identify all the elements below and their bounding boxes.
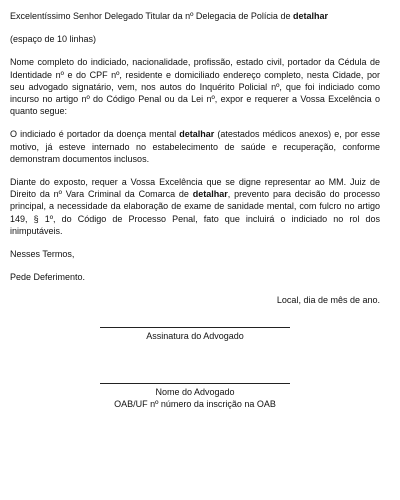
request-paragraph xyxy=(10,176,380,237)
request-bold-placeholder: detalhar xyxy=(192,189,228,200)
illness-bold-placeholder: detalhar xyxy=(179,129,215,140)
illness-paragraph xyxy=(10,128,380,165)
request-text-after: , prevento para decisão do processo principal, a necessidade da elaboração de exame de sanidade mental, com fulcro no artigo 149, § 1º, do Código de Processo Penal, fato que incluirá o indiciado no rol dos inimputáveis. xyxy=(10,189,380,236)
lawyer-signature-block xyxy=(100,327,290,342)
petition-document xyxy=(10,10,380,307)
lawyer-name-block xyxy=(100,383,290,410)
lawyer-name-label: Nome do Advogado xyxy=(155,387,235,397)
oab-registration-label: OAB/UF nº número da inscrição na OAB xyxy=(114,399,276,410)
closing-terms: Nesses Termos, xyxy=(10,249,75,260)
qualification-paragraph: Nome completo do indiciado, nacionalidade, profissão, estado civil, portador da Cédula de Identidade nº e do CPF nº, residente e domiciliado endereço completo, nesta Cidade, por seu advogado signatário, vem, nos autos do Inquérito Policial nº, que foi indiciado como incurso no artigo nº do Código Penal ou da Lei nº, expor e requerer a Vossa Excelência o quanto segue: xyxy=(10,57,380,117)
name-signature-line xyxy=(100,383,290,384)
illness-text-after: (atestados médicos anexos) e, por esse motivo, já esteve internado no estabelecimento de saúde e recuperação, conforme demonstram documentos inclusos. xyxy=(10,129,380,164)
illness-text-before: O indiciado é portador da doença mental xyxy=(10,129,177,140)
place-date-line: Local, dia de mês de ano. xyxy=(276,295,380,306)
closing-request: Pede Deferimento. xyxy=(10,272,86,283)
heading-text: Excelentíssimo Senhor Delegado Titular da nº Delegacia de Polícia de xyxy=(10,11,291,21)
request-text-before: Diante do exposto, requer a Vossa Excelência que se digne representar ao MM. Juiz de Direito da nº Vara Criminal da Comarca de xyxy=(10,177,380,200)
spacing-note: (espaço de 10 linhas) xyxy=(10,34,97,45)
signature-line xyxy=(100,327,290,328)
heading-bold-placeholder: detalhar xyxy=(292,11,328,21)
signature-label: Assinatura do Advogado xyxy=(146,331,244,341)
addressee-heading xyxy=(10,10,380,22)
